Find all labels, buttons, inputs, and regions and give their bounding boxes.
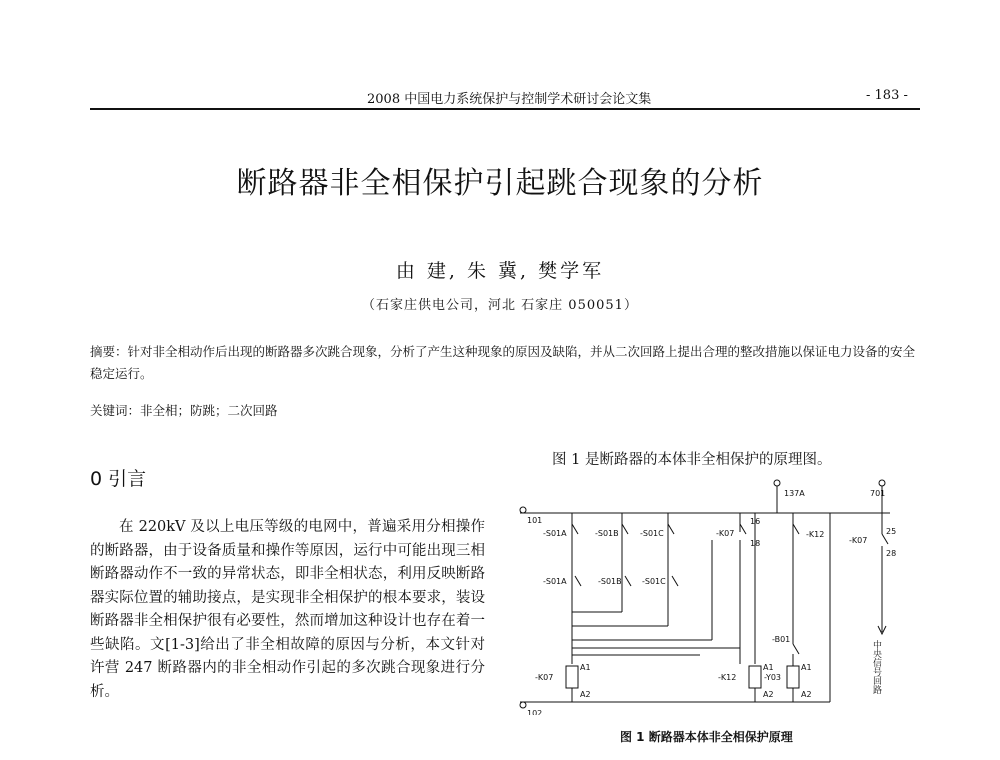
terminal-101 (520, 507, 526, 513)
paper-abstract: 摘要：针对非全相动作后出现的断路器多次跳合现象，分析了产生这种现象的原因及缺陷，并从二次回路上提出合理的整改措施以保证电力设备的安全稳定运行。 (90, 344, 916, 381)
label-a2-k12: A2 (763, 690, 774, 699)
label-s01b-mid: -S01B (598, 577, 622, 586)
label-16: 16 (750, 517, 761, 526)
label-s01b-top: -S01B (595, 529, 619, 538)
contact-k12 (793, 524, 799, 534)
paper-title: 断路器非全相保护引起跳合现象的分析 (236, 166, 764, 201)
label-701: 701 (870, 489, 886, 498)
label-a1-y03: A1 (801, 663, 812, 672)
contact-s01b-mid (625, 576, 631, 586)
label-central-signal-circuit: 中央信号回路 (871, 640, 881, 694)
label-y03: -Y03 (764, 673, 782, 682)
label-s01a-mid: -S01A (543, 577, 567, 586)
coil-k07 (566, 666, 578, 688)
label-137a: 137A (784, 489, 805, 498)
label-102: 102 (527, 709, 543, 715)
terminal-102 (520, 702, 526, 708)
running-header-journal: 2008 中国电力系统保护与控制学术研讨会论文集 (367, 92, 652, 107)
contact-s01c-top (668, 524, 674, 534)
label-b01: -B01 (772, 635, 791, 644)
label-k12-top: -K12 (806, 530, 825, 539)
label-k07-coil: -K07 (535, 673, 554, 682)
contact-b01 (793, 644, 799, 654)
running-header-page-number: - 183 - (866, 88, 908, 103)
section-heading: 0 引言 (90, 468, 147, 490)
label-s01a-top: -S01A (543, 529, 567, 538)
paper-authors: 由 建, 朱 冀, 樊学军 (395, 260, 605, 282)
label-25: 25 (886, 527, 897, 536)
header-rule (90, 108, 920, 110)
contact-s01a-top (572, 524, 578, 534)
figure-intro-text: 图 1 是断路器的本体非全相保护的原理图。 (552, 452, 832, 468)
label-k12-coil: -K12 (718, 673, 737, 682)
circuit-diagram (508, 470, 918, 715)
label-s01c-mid: -S01C (642, 577, 666, 586)
label-a1-k07: A1 (580, 663, 591, 672)
label-a2-k07: A2 (580, 690, 591, 699)
label-a2-y03: A2 (801, 690, 812, 699)
label-k07-right: -K07 (849, 536, 868, 545)
paper-affiliation: （石家庄供电公司，河北 石家庄 050051） (362, 298, 638, 313)
figure-caption: 图 1 断路器本体非全相保护原理 (620, 730, 793, 744)
coil-y03 (787, 666, 799, 688)
contact-s01b-top (622, 524, 628, 534)
label-28: 28 (886, 549, 897, 558)
contact-s01a-mid (575, 576, 581, 586)
terminal-137a (774, 480, 780, 486)
label-k07-top: -K07 (716, 529, 735, 538)
section-body: 在 220kV 及以上电压等级的电网中，普遍采用分相操作的断路器，由于设备质量和操作等原因，运行中可能出现三相断路器动作不一致的异常状态，即非全相状态，利用反映断路器实际位置的辅助接点，是实现非全相保护的根本要求，装设断路器非全相保护很有必要性，然而增加这种设计也存在着一些缺陷。文[1-3]给出了非全相故障的原因与分析，本文针对许营 247 断路器内的非全相动作引起的多次跳合现象进行分析。 (90, 519, 485, 700)
paper-keywords: 关键词：非全相；防跳；二次回路 (90, 403, 278, 418)
label-101: 101 (527, 516, 543, 525)
terminal-701 (879, 480, 885, 486)
contact-k07-top (740, 524, 746, 534)
label-18: 18 (750, 539, 761, 548)
label-s01c-top: -S01C (640, 529, 664, 538)
coil-k12 (749, 666, 761, 688)
label-a1-k12: A1 (763, 663, 774, 672)
contact-s01c-mid (672, 576, 678, 586)
